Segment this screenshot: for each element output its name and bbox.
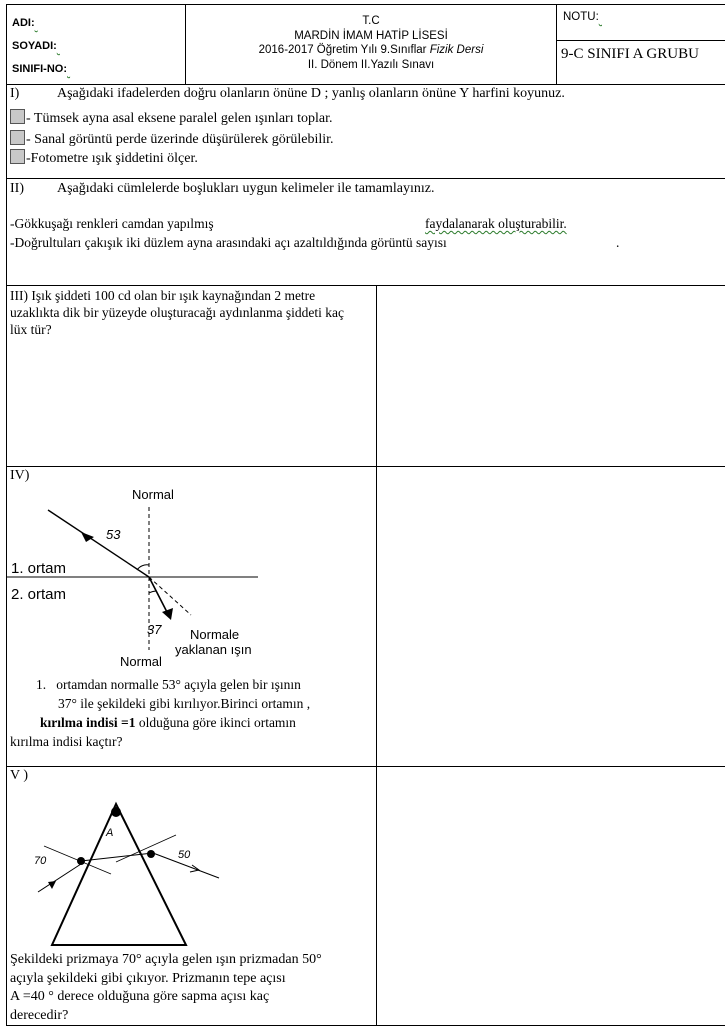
q2-number: II) [10, 181, 24, 196]
medium-1-label: 1. ortam [11, 560, 67, 577]
refraction-figure [6, 480, 306, 680]
q2-bottom-line [6, 285, 725, 286]
title-school: MARDİN İMAM HATİP LİSESİ [294, 29, 448, 42]
q2-blank-2[interactable] [540, 235, 614, 249]
school-title [186, 14, 556, 72]
q2-sentence-1: -Gökkuşağı renkleri camdan yapılmış [10, 216, 214, 231]
q5-answer-area[interactable] [378, 768, 723, 1024]
q2-sentence-1-end: faydalanarak oluşturabilir. [425, 216, 567, 231]
refracted-angle-arc [149, 591, 156, 593]
surname-label: SOYADI: [12, 40, 57, 52]
incident-ray [38, 864, 81, 892]
refracted-angle-label: 37 [147, 622, 162, 637]
prism-figure [6, 790, 246, 950]
prism-triangle [52, 804, 186, 945]
title-year: 2016-2017 Öğretim Yılı 9.Sınıflar Fizik Dersi [258, 44, 484, 56]
q1-bottom-line [6, 178, 725, 179]
header-bottom-line [6, 84, 725, 85]
group-label: 9-C SINIFI A GRUBU [561, 46, 699, 62]
q4-text: 1. ortamdan normalle 53° açıyla gelen bir ışının 37° ile şekildeki gibi kırılıyor.Birinci ortamın , kırılma indisi =1 olduğuna göre ikinci ortamın kırılma indisi kaçtır? [10, 677, 311, 749]
q3-text: III) Işık şiddeti 100 cd olan bir ışık kaynağından 2 metre uzaklıkta dik bir yüzeyde oluşturacağı aydınlanma şiddeti kaç lüx tür? [10, 288, 345, 337]
apex-angle-label: A [106, 827, 114, 839]
refracted-arrow [162, 608, 173, 620]
q2-sentence-2-end: . [616, 235, 620, 250]
incident-angle-label: 70 [34, 855, 47, 867]
notu-divider [556, 40, 725, 41]
answer-box-2[interactable] [10, 130, 25, 145]
medium-2-label: 2. ortam [11, 586, 67, 603]
q1-number: I) [10, 86, 20, 101]
answer-box-3[interactable] [10, 149, 25, 164]
q1-instruction: Aşağıdaki ifadelerden doğru olanların önüne D ; yanlış olanların önüne Y harfini koyunuz. [57, 86, 565, 101]
grade-label: NOTU: [563, 11, 599, 23]
q4-number: IV) [10, 468, 30, 483]
name-field[interactable] [12, 17, 155, 29]
q3-bottom-line [6, 466, 725, 467]
surname-field[interactable] [12, 40, 155, 52]
ray-label-line-1: Normale [190, 627, 240, 642]
name-label: ADI: [12, 17, 35, 29]
q5-text: Şekildeki prizmaya 70° açıyla gelen ışın prizmadan 50° açıyla şekildeki gibi çıkıyor. Prizmanın tepe açısı A =40 ° derece olduğuna göre sapma açısı kaç derecedir? [10, 952, 322, 1023]
title-tc: T.C [362, 15, 380, 27]
border-bottom [6, 1025, 725, 1026]
q2-blank-1[interactable] [302, 216, 386, 230]
class-no-label: SINIFI-NO: [12, 63, 67, 75]
q4-answer-area[interactable] [378, 468, 723, 764]
normal-1 [44, 846, 111, 874]
answer-column-divider [376, 285, 377, 1025]
title-exam: II. Dönem II.Yazılı Sınavı [307, 58, 435, 71]
grade-field[interactable] [563, 11, 711, 23]
q1-item-3: -Fotometre ışık şiddetini ölçer. [10, 149, 198, 167]
q3-answer-area[interactable] [378, 287, 723, 465]
incident-arrow [81, 532, 94, 542]
q2-sentence-2: -Doğrultuları çakışık iki düzlem ayna arasındaki açı azaltıldığında görüntü sayısı [10, 235, 447, 250]
entry-point [77, 857, 85, 865]
header-divider-right [556, 4, 557, 84]
refracted-ray [149, 577, 169, 616]
border-top [6, 4, 725, 5]
q1-item-2: - Sanal görüntü perde üzerinde düşürülerek görülebilir. [10, 130, 334, 148]
emergent-angle-label: 50 [178, 849, 191, 861]
normal-label-top: Normal [132, 487, 174, 502]
exit-point [147, 850, 155, 858]
answer-box-1[interactable] [10, 109, 25, 124]
normal-label-bottom: Normal [120, 654, 162, 669]
apex-marker [111, 807, 121, 817]
q5-number: V ) [10, 768, 29, 783]
q2-instruction: Aşağıdaki cümlelerde boşlukları uygun kelimeler ile tamamlayınız. [57, 181, 435, 196]
incident-angle-label: 53 [106, 527, 121, 542]
incident-angle-arc [137, 565, 149, 570]
ray-label-line-2: yaklanan ışın [175, 642, 252, 657]
class-no-field[interactable] [12, 63, 155, 75]
q4-bottom-line [6, 766, 725, 767]
q1-item-1: - Tümsek ayna asal eksene paralel gelen ışınları toplar. [10, 109, 332, 127]
